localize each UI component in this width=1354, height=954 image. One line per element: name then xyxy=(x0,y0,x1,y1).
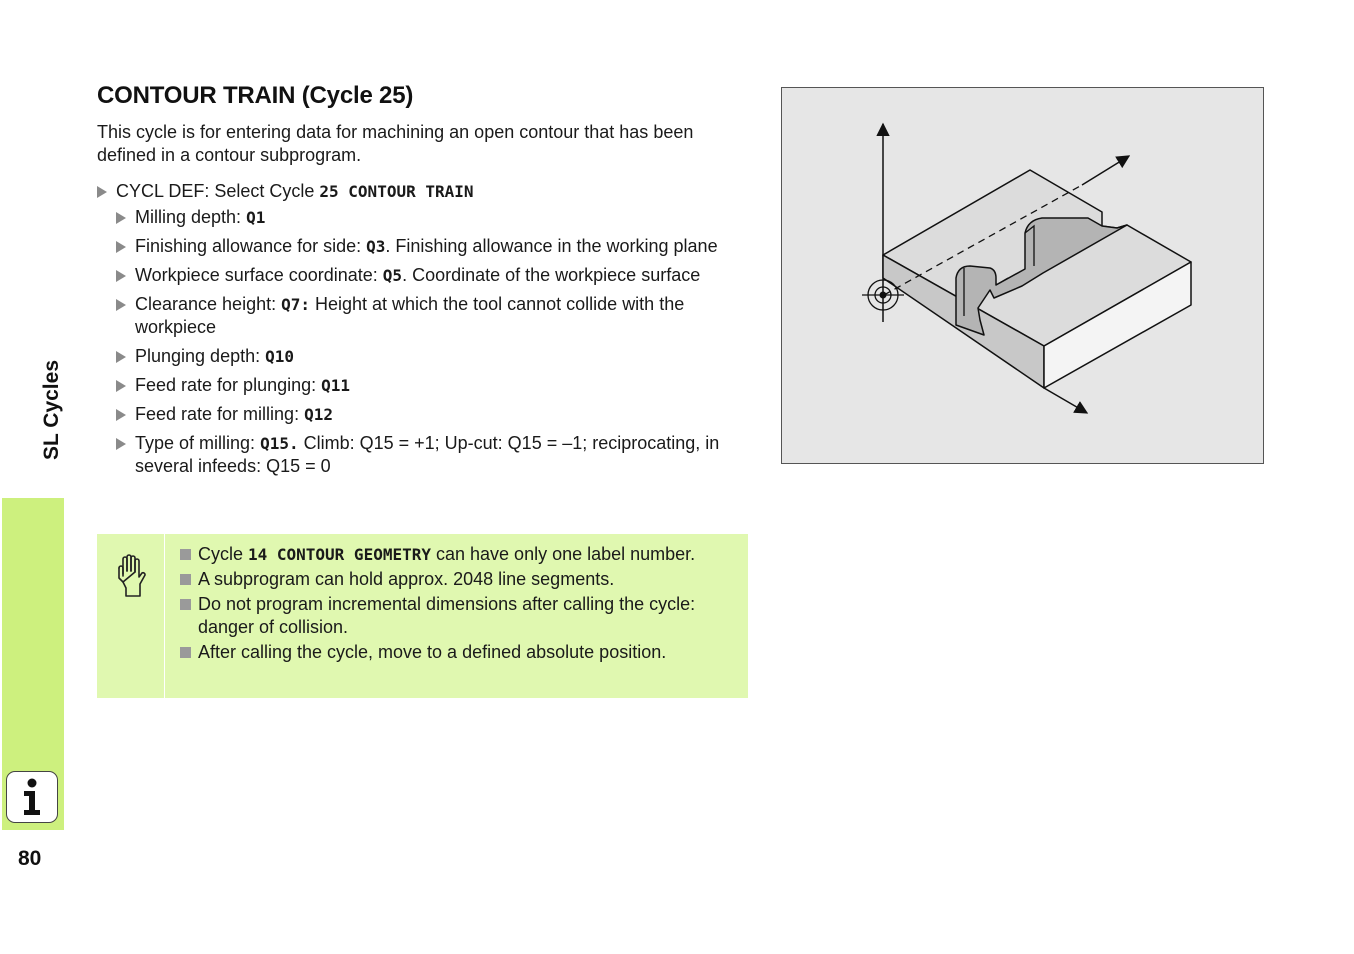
note-icon-cell xyxy=(97,534,165,698)
step-feed-plunging: Feed rate for plunging: Q11 xyxy=(116,374,752,397)
main-content xyxy=(97,82,752,484)
note-box xyxy=(97,534,748,698)
page-title: CONTOUR TRAIN (Cycle 25) xyxy=(97,82,414,109)
step-plunging-depth: Plunging depth: Q10 xyxy=(116,345,752,368)
arrow-right-icon xyxy=(116,212,126,224)
note-item: After calling the cycle, move to a defined absolute position. xyxy=(180,641,748,664)
step-cycle-def: CYCL DEF: Select Cycle 25 CONTOUR TRAIN xyxy=(97,180,752,203)
step-finishing-allowance: Finishing allowance for side: Q3. Finishing allowance in the working plane xyxy=(116,235,752,258)
arrow-right-icon xyxy=(116,438,126,450)
workpiece-illustration xyxy=(782,88,1263,463)
step-surface-coordinate: Workpiece surface coordinate: Q5. Coordinate of the workpiece surface xyxy=(116,264,752,287)
info-glyph-icon xyxy=(15,777,49,817)
step-milling-depth: Milling depth: Q1 xyxy=(116,206,752,229)
arrow-right-icon xyxy=(116,380,126,392)
note-item: A subprogram can hold approx. 2048 line segments. xyxy=(180,568,748,591)
hand-pointer-icon xyxy=(113,550,147,600)
info-icon[interactable] xyxy=(6,771,58,823)
note-list xyxy=(165,534,748,698)
contour-train-figure xyxy=(781,87,1264,464)
step-clearance-height: Clearance height: Q7: Height at which the tool cannot collide with the workpiece xyxy=(116,293,752,339)
bullet-square-icon xyxy=(180,574,191,585)
intro-text: This cycle is for entering data for machining an open contour that has been defined in a contour subprogram. xyxy=(97,122,694,165)
chapter-label: SL Cycles xyxy=(40,359,63,461)
bullet-square-icon xyxy=(180,647,191,658)
page-number: 80 xyxy=(18,847,42,870)
arrow-right-icon xyxy=(116,299,126,311)
step-feed-milling: Feed rate for milling: Q12 xyxy=(116,403,752,426)
note-item: Cycle 14 CONTOUR GEOMETRY can have only one label number. xyxy=(180,543,748,566)
arrow-right-icon xyxy=(116,351,126,363)
note-item: Do not program incremental dimensions after calling the cycle: danger of collision. xyxy=(180,593,748,639)
bullet-square-icon xyxy=(180,599,191,610)
bullet-square-icon xyxy=(180,549,191,560)
arrow-right-icon xyxy=(116,409,126,421)
step-type-of-milling: Type of milling: Q15. Climb: Q15 = +1; Up-cut: Q15 = –1; reciprocating, in several infeeds: Q15 = 0 xyxy=(116,432,752,478)
arrow-right-icon xyxy=(116,270,126,282)
arrow-right-icon xyxy=(116,241,126,253)
arrow-right-icon xyxy=(97,186,107,198)
